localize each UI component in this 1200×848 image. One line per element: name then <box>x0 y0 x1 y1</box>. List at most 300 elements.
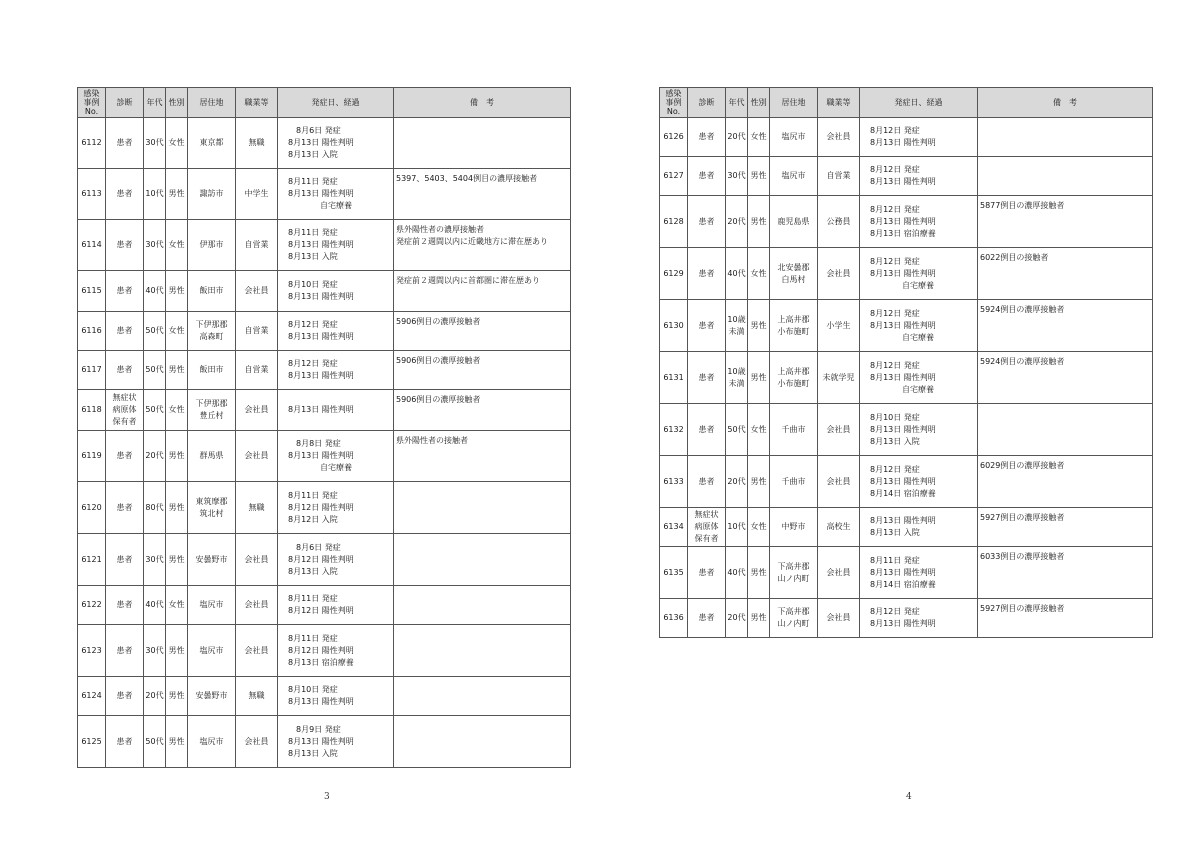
remarks-cell <box>394 220 571 271</box>
sex-cell-text: 男性 <box>168 502 185 512</box>
progress-cell-text: 8月12日 発症 8月13日 陽性判明 自宅療養 <box>870 256 936 290</box>
remarks-cell <box>394 534 571 586</box>
case-no-cell <box>660 456 688 508</box>
remarks-cell <box>394 118 571 169</box>
progress-cell <box>860 456 978 508</box>
table-header-row <box>660 88 1153 118</box>
residence-cell-text: 上高井郡 小布施町 <box>777 366 810 388</box>
occupation-cell-text: 会社員 <box>826 613 851 622</box>
diagnosis-cell-text: 患者 <box>116 600 133 609</box>
table-row <box>660 352 1153 404</box>
residence-cell <box>188 118 236 169</box>
age-cell <box>726 404 748 456</box>
progress-cell <box>278 586 394 625</box>
case-no-cell-text: 6136 <box>663 613 684 622</box>
progress-cell-text: 8月11日 発症 8月12日 陽性判明 8月13日 宿泊療養 <box>288 633 354 667</box>
residence-cell <box>188 169 236 220</box>
case-no-cell-text: 6113 <box>81 189 102 198</box>
progress-cell-text: 8月11日 発症 8月13日 陽性判明 8月13日 入院 <box>288 228 354 261</box>
remarks-cell <box>394 169 571 220</box>
table-row <box>660 300 1153 352</box>
header-remarks: 備 考 <box>394 88 571 118</box>
diagnosis-cell-text: 患者 <box>116 286 133 295</box>
residence-cell-text: 塩尻市 <box>199 645 224 655</box>
diagnosis-cell-text: 患者 <box>698 216 715 226</box>
progress-cell-text: 8月6日 発症 8月13日 陽性判明 8月13日 入院 <box>288 126 354 159</box>
remarks-cell <box>394 390 571 431</box>
diagnosis-cell <box>688 404 726 456</box>
case-no-cell-text: 6116 <box>81 326 102 335</box>
occupation-cell <box>236 390 278 431</box>
age-cell-text: 10歳 未満 <box>727 366 746 388</box>
remarks-cell-text: 6033例目の濃厚接触者 <box>980 552 1065 561</box>
progress-cell <box>278 169 394 220</box>
case-no-cell <box>78 716 106 768</box>
case-no-cell <box>660 352 688 404</box>
case-table-right <box>659 87 1153 638</box>
progress-cell-text: 8月13日 陽性判明 <box>288 405 354 414</box>
remarks-cell-text: 5906例目の濃厚接触者 <box>396 395 481 404</box>
remarks-cell <box>394 625 571 677</box>
table-header-row <box>78 88 571 118</box>
case-no-cell-text: 6118 <box>81 405 102 414</box>
residence-cell <box>188 271 236 312</box>
remarks-cell-text: 5924例目の濃厚接触者 <box>980 305 1065 314</box>
table-row <box>660 508 1153 547</box>
residence-cell-text: 鹿児島県 <box>777 216 810 226</box>
sex-cell <box>166 220 188 271</box>
sex-cell <box>748 352 770 404</box>
occupation-cell <box>818 456 860 508</box>
residence-cell-text: 下高井郡 山ノ内町 <box>777 607 810 628</box>
occupation-cell <box>236 586 278 625</box>
diagnosis-cell <box>106 482 144 534</box>
diagnosis-cell <box>688 118 726 157</box>
diagnosis-cell <box>106 220 144 271</box>
age-cell-text: 50代 <box>145 736 164 746</box>
header-progress: 発症日、経過 <box>860 88 978 118</box>
occupation-cell-text: 会社員 <box>244 286 269 295</box>
case-no-cell <box>78 351 106 390</box>
case-no-cell-text: 6119 <box>81 451 102 460</box>
sex-cell-text: 男性 <box>168 554 185 564</box>
case-no-cell <box>660 157 688 196</box>
sex-cell <box>166 431 188 482</box>
residence-cell-text: 東筑摩郡 筑北村 <box>195 496 228 518</box>
sex-cell-text: 男性 <box>750 171 767 180</box>
occupation-cell-text: 無職 <box>248 138 265 147</box>
sex-cell <box>166 169 188 220</box>
age-cell <box>144 351 166 390</box>
residence-cell <box>188 482 236 534</box>
sex-cell <box>166 118 188 169</box>
sex-cell-text: 女性 <box>750 522 767 531</box>
occupation-cell <box>236 431 278 482</box>
case-no-cell <box>660 248 688 300</box>
occupation-cell <box>818 118 860 157</box>
remarks-cell <box>394 482 571 534</box>
diagnosis-cell <box>106 677 144 716</box>
age-cell <box>144 169 166 220</box>
case-no-cell <box>660 196 688 248</box>
table-row <box>78 271 571 312</box>
age-cell <box>144 677 166 716</box>
case-no-cell <box>78 625 106 677</box>
residence-cell <box>770 196 818 248</box>
sex-cell-text: 男性 <box>168 691 185 700</box>
progress-cell-text: 8月12日 発症 8月13日 陽性判明 自宅療養 <box>870 308 936 342</box>
table-row <box>660 599 1153 638</box>
case-no-cell <box>78 312 106 351</box>
remarks-cell-text: 発症前２週間以内に首都圏に滞在歴あり <box>396 276 540 285</box>
sex-cell-text: 男性 <box>168 645 185 655</box>
table-row <box>78 118 571 169</box>
age-cell-text: 50代 <box>727 424 746 434</box>
occupation-cell <box>236 220 278 271</box>
case-no-cell-text: 6124 <box>81 691 102 700</box>
diagnosis-cell-text: 患者 <box>116 451 133 460</box>
occupation-cell-text: 未就学児 <box>822 372 855 382</box>
age-cell <box>726 118 748 157</box>
occupation-cell <box>236 118 278 169</box>
remarks-cell <box>978 118 1153 157</box>
occupation-cell <box>236 534 278 586</box>
sex-cell-text: 女性 <box>168 138 185 147</box>
case-no-cell-text: 6131 <box>663 372 684 382</box>
progress-cell-text: 8月10日 発症 8月13日 陽性判明 <box>288 280 354 301</box>
progress-cell-text: 8月8日 発症 8月13日 陽性判明 自宅療養 <box>288 439 354 472</box>
sex-cell-text: 女性 <box>750 132 767 141</box>
residence-cell-text: 塩尻市 <box>199 600 224 609</box>
diagnosis-cell-text: 患者 <box>116 138 133 147</box>
header-age: 年代 <box>144 88 166 118</box>
diagnosis-cell-text: 患者 <box>116 645 133 655</box>
age-cell-text: 20代 <box>727 476 746 486</box>
diagnosis-cell-text: 患者 <box>116 502 133 512</box>
age-cell-text: 10代 <box>727 522 746 531</box>
progress-cell-text: 8月12日 発症 8月13日 陽性判明 <box>288 359 354 380</box>
progress-cell <box>278 534 394 586</box>
remarks-cell <box>394 586 571 625</box>
occupation-cell <box>236 625 278 677</box>
residence-cell <box>188 351 236 390</box>
sex-cell-text: 男性 <box>168 365 185 374</box>
occupation-cell-text: 会社員 <box>244 645 269 655</box>
case-no-cell <box>660 547 688 599</box>
occupation-cell-text: 高校生 <box>826 522 851 531</box>
occupation-cell-text: 自営業 <box>244 240 269 249</box>
header-occupation: 職業等 <box>236 88 278 118</box>
case-no-cell-text: 6126 <box>663 132 684 141</box>
table-row <box>660 404 1153 456</box>
residence-cell-text: 塩尻市 <box>781 132 806 141</box>
case-no-cell <box>78 431 106 482</box>
progress-cell <box>278 482 394 534</box>
sex-cell <box>166 586 188 625</box>
progress-cell <box>278 390 394 431</box>
age-cell-text: 30代 <box>727 171 746 180</box>
diagnosis-cell <box>688 599 726 638</box>
diagnosis-cell-text: 無症状 病原体 保有者 <box>112 393 137 426</box>
age-cell-text: 20代 <box>727 613 746 622</box>
case-no-cell-text: 6122 <box>81 600 102 609</box>
case-no-cell-text: 6129 <box>663 268 684 278</box>
occupation-cell <box>818 248 860 300</box>
diagnosis-cell <box>106 312 144 351</box>
occupation-cell-text: 会社員 <box>826 132 851 141</box>
occupation-cell-text: 無職 <box>248 502 265 512</box>
progress-cell-text: 8月12日 発症 8月13日 陽性判明 8月14日 宿泊療養 <box>870 464 936 498</box>
progress-cell-text: 8月10日 発症 8月13日 陽性判明 <box>288 685 354 706</box>
case-no-cell <box>78 534 106 586</box>
diagnosis-cell-text: 患者 <box>698 476 715 486</box>
diagnosis-cell <box>106 351 144 390</box>
header-diagnosis: 診断 <box>106 88 144 118</box>
residence-cell <box>770 508 818 547</box>
residence-cell <box>770 456 818 508</box>
sex-cell-text: 女性 <box>750 268 767 278</box>
sex-cell-text: 男性 <box>168 286 185 295</box>
age-cell-text: 50代 <box>145 326 164 335</box>
occupation-cell-text: 小学生 <box>826 320 851 330</box>
table-row <box>660 456 1153 508</box>
occupation-cell-text: 会社員 <box>826 476 851 486</box>
sex-cell <box>166 390 188 431</box>
diagnosis-cell-text: 患者 <box>698 613 715 622</box>
remarks-cell <box>394 677 571 716</box>
sex-cell <box>166 534 188 586</box>
residence-cell <box>188 716 236 768</box>
case-no-cell <box>78 677 106 716</box>
diagnosis-cell-text: 患者 <box>698 320 715 330</box>
sex-cell-text: 男性 <box>750 476 767 486</box>
age-cell <box>726 352 748 404</box>
age-cell-text: 50代 <box>145 405 164 414</box>
age-cell <box>726 300 748 352</box>
age-cell <box>144 220 166 271</box>
residence-cell-text: 塩尻市 <box>199 736 224 746</box>
progress-cell-text: 8月12日 発症 8月13日 陽性判明 <box>870 126 936 147</box>
residence-cell-text: 千曲市 <box>781 476 806 486</box>
diagnosis-cell <box>688 547 726 599</box>
residence-cell <box>188 312 236 351</box>
progress-cell <box>860 196 978 248</box>
sex-cell <box>166 312 188 351</box>
page-number-right: 4 <box>906 792 912 802</box>
age-cell <box>144 716 166 768</box>
progress-cell <box>278 312 394 351</box>
age-cell-text: 30代 <box>145 138 164 147</box>
remarks-cell <box>978 248 1153 300</box>
diagnosis-cell <box>106 169 144 220</box>
occupation-cell-text: 会社員 <box>244 736 269 746</box>
residence-cell-text: 下伊那郡 高森町 <box>195 320 228 341</box>
diagnosis-cell-text: 患者 <box>698 567 715 577</box>
age-cell-text: 10代 <box>145 189 164 198</box>
progress-cell <box>860 300 978 352</box>
residence-cell <box>770 118 818 157</box>
case-no-cell <box>660 599 688 638</box>
sex-cell-text: 男性 <box>750 613 767 622</box>
age-cell <box>726 248 748 300</box>
progress-cell-text: 8月11日 発症 8月13日 陽性判明 8月14日 宿泊療養 <box>870 555 936 589</box>
sex-cell-text: 男性 <box>168 736 185 746</box>
progress-cell <box>860 599 978 638</box>
case-no-cell <box>660 508 688 547</box>
residence-cell <box>188 625 236 677</box>
sex-cell-text: 男性 <box>750 567 767 577</box>
diagnosis-cell-text: 患者 <box>116 691 133 700</box>
table-row <box>660 157 1153 196</box>
case-no-cell <box>660 300 688 352</box>
remarks-cell-text: 5906例目の濃厚接触者 <box>396 317 481 326</box>
diagnosis-cell <box>688 157 726 196</box>
age-cell <box>726 547 748 599</box>
remarks-cell-text: 6022例目の接触者 <box>980 253 1049 262</box>
remarks-cell <box>978 157 1153 196</box>
age-cell <box>726 456 748 508</box>
case-no-cell-text: 6125 <box>81 736 102 746</box>
progress-cell <box>278 677 394 716</box>
sex-cell-text: 男性 <box>168 189 185 198</box>
residence-cell-text: 東京都 <box>199 138 224 147</box>
residence-cell <box>770 157 818 196</box>
case-no-cell <box>78 220 106 271</box>
table-row <box>78 716 571 768</box>
occupation-cell-text: 会社員 <box>826 268 851 278</box>
occupation-cell <box>818 352 860 404</box>
remarks-cell <box>978 547 1153 599</box>
sex-cell <box>166 351 188 390</box>
age-cell-text: 40代 <box>727 268 746 278</box>
occupation-cell <box>818 599 860 638</box>
progress-cell <box>278 118 394 169</box>
progress-cell <box>860 547 978 599</box>
residence-cell <box>770 352 818 404</box>
occupation-cell-text: 公務員 <box>826 216 851 226</box>
occupation-cell-text: 会社員 <box>244 600 269 609</box>
occupation-cell-text: 会社員 <box>826 424 851 434</box>
diagnosis-cell-text: 患者 <box>116 326 133 335</box>
diagnosis-cell <box>688 508 726 547</box>
occupation-cell-text: 自営業 <box>244 326 269 335</box>
table-body-left <box>78 118 571 768</box>
remarks-cell <box>978 599 1153 638</box>
case-no-cell-text: 6112 <box>81 138 102 147</box>
age-cell-text: 20代 <box>145 691 164 700</box>
occupation-cell-text: 会社員 <box>244 451 269 460</box>
sex-cell <box>166 271 188 312</box>
remarks-cell-text: 県外陽性者の接触者 <box>396 436 468 445</box>
occupation-cell <box>818 157 860 196</box>
sex-cell <box>166 716 188 768</box>
progress-cell-text: 8月13日 陽性判明 8月13日 入院 <box>870 516 936 537</box>
sex-cell <box>748 456 770 508</box>
sex-cell <box>748 196 770 248</box>
progress-cell <box>278 716 394 768</box>
progress-cell <box>278 271 394 312</box>
progress-cell-text: 8月12日 発症 8月13日 陽性判明 <box>870 165 936 186</box>
age-cell <box>726 508 748 547</box>
remarks-cell-text: 県外陽性者の濃厚接触者 発症前２週間以内に近畿地方に滞在歴あり <box>396 225 548 246</box>
case-no-cell-text: 6127 <box>663 171 684 180</box>
table-row <box>78 625 571 677</box>
diagnosis-cell <box>688 352 726 404</box>
case-no-cell <box>78 271 106 312</box>
occupation-cell-text: 会社員 <box>244 554 269 564</box>
case-no-cell <box>78 169 106 220</box>
diagnosis-cell <box>106 431 144 482</box>
sex-cell-text: 男性 <box>168 451 185 460</box>
age-cell <box>144 625 166 677</box>
occupation-cell <box>236 716 278 768</box>
case-no-cell-text: 6133 <box>663 476 684 486</box>
diagnosis-cell <box>106 271 144 312</box>
remarks-cell <box>978 508 1153 547</box>
diagnosis-cell-text: 患者 <box>116 365 133 374</box>
header-case-no: 感染 事例 No. <box>660 88 688 118</box>
remarks-cell <box>978 196 1153 248</box>
occupation-cell-text: 自営業 <box>244 365 269 374</box>
case-no-cell <box>78 482 106 534</box>
residence-cell-text: 中野市 <box>781 522 806 531</box>
remarks-cell <box>978 456 1153 508</box>
progress-cell-text: 8月10日 発症 8月13日 陽性判明 8月13日 入院 <box>870 412 936 446</box>
progress-cell <box>278 220 394 271</box>
header-age: 年代 <box>726 88 748 118</box>
case-no-cell-text: 6115 <box>81 286 102 295</box>
sex-cell-text: 女性 <box>168 326 185 335</box>
occupation-cell-text: 会社員 <box>826 567 851 577</box>
residence-cell-text: 千曲市 <box>781 424 806 434</box>
case-no-cell-text: 6134 <box>663 522 684 531</box>
occupation-cell <box>236 271 278 312</box>
diagnosis-cell-text: 患者 <box>698 132 715 141</box>
table-row <box>78 390 571 431</box>
progress-cell <box>860 157 978 196</box>
table-body-right <box>660 118 1153 638</box>
progress-cell-text: 8月11日 発症 8月12日 陽性判明 <box>288 594 354 615</box>
age-cell-text: 30代 <box>145 240 164 249</box>
remarks-cell <box>394 271 571 312</box>
case-no-cell <box>660 404 688 456</box>
case-no-cell <box>78 586 106 625</box>
sex-cell <box>748 599 770 638</box>
header-residence: 居住地 <box>188 88 236 118</box>
residence-cell-text: 安曇野市 <box>195 554 228 564</box>
diagnosis-cell-text: 患者 <box>698 372 715 382</box>
occupation-cell-text: 自営業 <box>826 171 851 180</box>
case-no-cell-text: 6121 <box>81 554 102 564</box>
age-cell-text: 20代 <box>145 451 164 460</box>
age-cell <box>144 586 166 625</box>
remarks-cell-text: 5397、5403、5404例目の濃厚接触者 <box>396 174 538 183</box>
sex-cell <box>748 118 770 157</box>
diagnosis-cell-text: 患者 <box>698 268 715 278</box>
age-cell <box>726 196 748 248</box>
case-no-cell-text: 6130 <box>663 320 684 330</box>
age-cell-text: 40代 <box>145 286 164 295</box>
diagnosis-cell <box>106 118 144 169</box>
header-diagnosis: 診断 <box>688 88 726 118</box>
sex-cell-text: 男性 <box>750 372 767 382</box>
case-no-cell-text: 6128 <box>663 216 684 226</box>
table-row <box>660 248 1153 300</box>
residence-cell <box>770 547 818 599</box>
sex-cell-text: 女性 <box>168 240 185 249</box>
progress-cell-text: 8月11日 発症 8月13日 陽性判明 自宅療養 <box>288 177 354 210</box>
residence-cell-text: 塩尻市 <box>781 171 806 180</box>
